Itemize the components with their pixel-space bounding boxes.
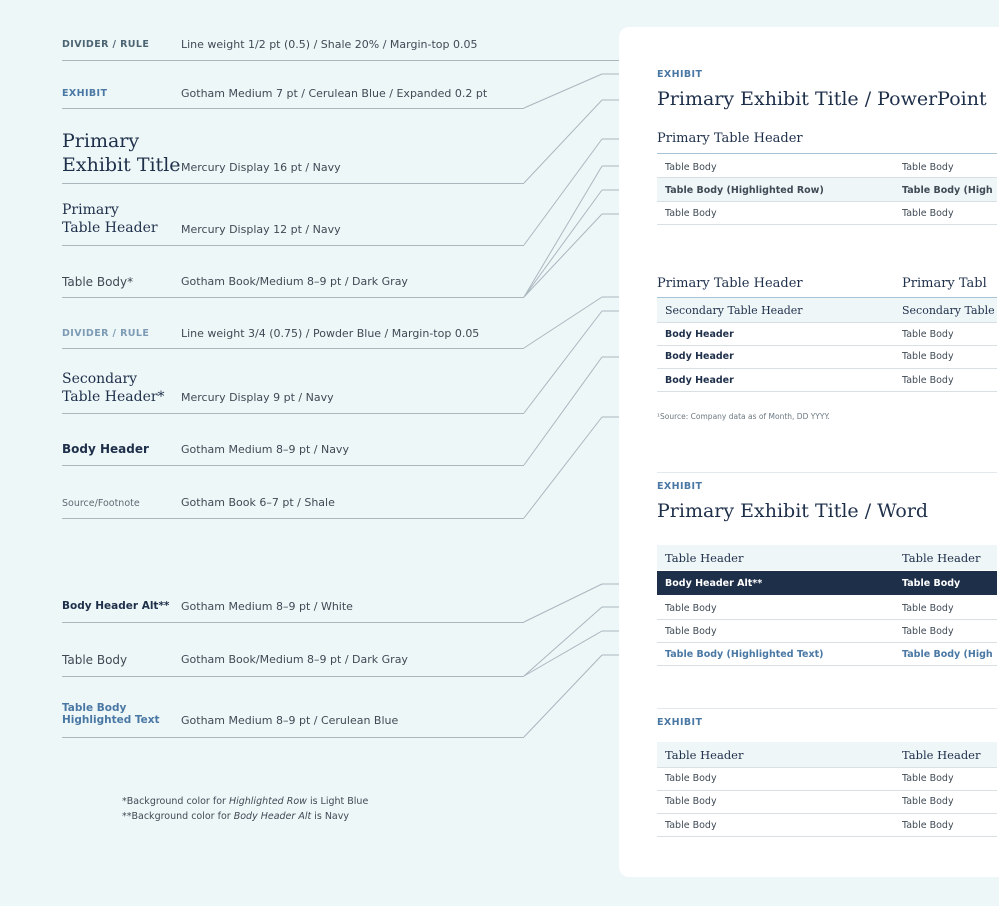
divider-rule-2-label: DIVIDER / RULE	[62, 328, 150, 339]
exhibit-label: EXHIBIT	[62, 88, 108, 99]
primary-table-header-cell: Primary Table Header	[657, 276, 803, 291]
ppt-table-header: Primary Table Header	[657, 131, 803, 146]
divider	[657, 368, 997, 369]
body-header-alt-cell: Body Header Alt**	[665, 578, 763, 589]
table-body-label: Table Body*	[62, 275, 134, 289]
label-line: Table Header	[62, 220, 158, 236]
source-footnote: ¹Source: Company data as of Month, DD YYYY.	[657, 412, 830, 421]
table-header-cell: Table Header	[902, 551, 981, 565]
divider	[657, 391, 997, 392]
divider	[62, 622, 524, 623]
primary-exhibit-title-label	[62, 129, 181, 177]
table-cell: Table Body	[902, 626, 954, 637]
divider	[657, 665, 997, 666]
table-cell: Table Body	[665, 626, 717, 637]
table-cell: Table Body	[902, 208, 954, 219]
table-cell: Table Body	[665, 773, 717, 784]
highlighted-text-desc: Gotham Medium 8–9 pt / Cerulean Blue	[181, 714, 399, 727]
body-header-label: Body Header	[62, 442, 149, 456]
body-header-cell: Body Header	[665, 329, 734, 340]
divider	[62, 183, 524, 184]
divider	[657, 836, 997, 837]
table-cell: Table Body	[902, 820, 954, 831]
note-text: *Background color for	[122, 796, 229, 807]
word-exhibit-title: Primary Exhibit Title / Word	[657, 500, 929, 522]
note-text: is Light Blue	[306, 796, 369, 807]
note-text: **Background color for	[122, 811, 234, 822]
body-header-alt-label: Body Header Alt**	[62, 600, 170, 612]
label-line: Primary	[62, 130, 140, 152]
ppt-exhibit-label: EXHIBIT	[657, 69, 703, 80]
secondary-table-header-cell: Secondary Table	[902, 304, 995, 317]
table-cell: Table Body	[665, 208, 717, 219]
divider	[62, 737, 524, 738]
section-divider	[657, 708, 997, 709]
note-emphasis: Body Header Alt	[233, 811, 312, 822]
divider	[62, 297, 524, 298]
table-cell: Table Body	[665, 603, 717, 614]
table-cell: Table Body	[902, 603, 954, 614]
table-header-cell: Table Header	[665, 551, 744, 565]
section-divider	[657, 472, 997, 473]
table-body-2-desc: Gotham Book/Medium 8–9 pt / Dark Gray	[181, 653, 408, 666]
table-body-desc: Gotham Book/Medium 8–9 pt / Dark Gray	[181, 275, 408, 288]
table-cell: Table Body	[665, 820, 717, 831]
divider-rule-2-desc: Line weight 3/4 (0.75) / Powder Blue / Margin-top 0.05	[181, 327, 480, 340]
footnote-body-header-alt	[122, 811, 349, 822]
highlighted-text-cell: Table Body (High	[902, 649, 993, 660]
divider-rule-desc: Line weight 1/2 pt (0.5) / Shale 20% / Margin-top 0.05	[181, 38, 478, 51]
footnote-highlighted-row	[122, 796, 368, 807]
divider	[657, 790, 997, 791]
divider	[657, 224, 997, 225]
table-cell: Table Body	[902, 796, 954, 807]
body-header-desc: Gotham Medium 8–9 pt / Navy	[181, 443, 349, 456]
table-body-2-label: Table Body	[62, 653, 128, 667]
table-cell: Table Body	[902, 773, 954, 784]
divider	[62, 518, 524, 519]
body-header-alt-desc: Gotham Medium 8–9 pt / White	[181, 600, 353, 613]
divider	[62, 108, 524, 109]
table-cell: Table Body	[902, 329, 954, 340]
table-cell: Table Body (High	[902, 185, 993, 196]
divider-rule-label: DIVIDER / RULE	[62, 39, 150, 50]
divider	[62, 348, 524, 349]
table-header-cell: Table Header	[902, 748, 981, 762]
divider	[62, 676, 524, 677]
divider	[657, 201, 997, 202]
exhibit-label: EXHIBIT	[657, 717, 703, 728]
ppt-exhibit-title: Primary Exhibit Title / PowerPoint	[657, 88, 987, 110]
body-header-cell: Body Header	[665, 351, 734, 362]
highlighted-text-label	[62, 702, 160, 726]
body-header-cell: Body Header	[665, 375, 734, 386]
secondary-table-header-cell: Secondary Table Header	[665, 304, 803, 317]
source-footnote-desc: Gotham Book 6–7 pt / Shale	[181, 496, 335, 509]
table-cell: Table Body	[665, 162, 717, 173]
source-footnote-label: Source/Footnote	[62, 498, 140, 509]
note-text: is Navy	[311, 811, 349, 822]
table-header-cell: Table Header	[665, 748, 744, 762]
primary-table-header-label	[62, 201, 158, 237]
divider	[657, 345, 997, 346]
label-line: Primary	[62, 202, 119, 218]
secondary-table-header-desc: Mercury Display 9 pt / Navy	[181, 391, 334, 404]
word-exhibit-label: EXHIBIT	[657, 481, 703, 492]
note-emphasis: Highlighted Row	[228, 796, 307, 807]
exhibit-desc: Gotham Medium 7 pt / Cerulean Blue / Expanded 0.2 pt	[181, 87, 488, 100]
table-cell: Table Body	[902, 351, 954, 362]
divider	[657, 813, 997, 814]
divider	[657, 322, 997, 323]
table-cell: Table Body (Highlighted Row)	[665, 185, 824, 196]
label-line: Table Body	[62, 702, 127, 714]
divider	[657, 619, 997, 620]
table-cell: Table Body	[902, 375, 954, 386]
divider	[62, 245, 524, 246]
body-header-alt-cell: Table Body	[902, 578, 961, 589]
label-line: Exhibit Title	[62, 154, 181, 176]
label-line: Secondary	[62, 371, 138, 387]
divider	[657, 767, 997, 768]
table-cell: Table Body	[665, 796, 717, 807]
highlighted-text-cell: Table Body (Highlighted Text)	[665, 649, 824, 660]
label-line: Table Header*	[62, 389, 165, 405]
divider	[62, 413, 524, 414]
secondary-table-header-label	[62, 370, 165, 406]
label-line: Highlighted Text	[62, 714, 160, 726]
primary-table-header-desc: Mercury Display 12 pt / Navy	[181, 223, 341, 236]
divider	[657, 153, 997, 154]
table-cell: Table Body	[902, 162, 954, 173]
divider-rule-line	[62, 60, 634, 61]
divider	[62, 465, 524, 466]
primary-exhibit-title-desc: Mercury Display 16 pt / Navy	[181, 161, 341, 174]
divider	[657, 642, 997, 643]
primary-table-header-cell: Primary Tabl	[902, 276, 987, 291]
